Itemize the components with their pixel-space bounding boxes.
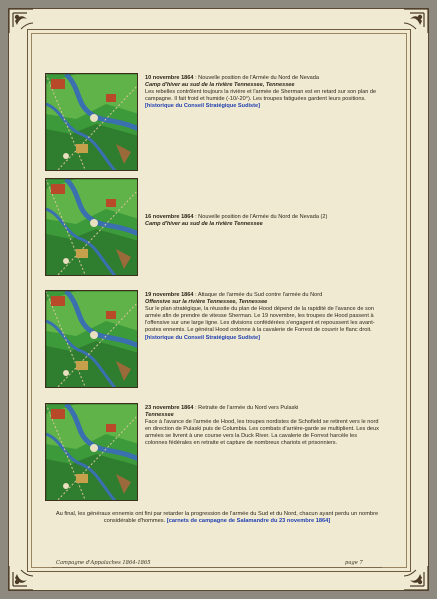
entry-text	[145, 292, 380, 342]
campaign-notes-link[interactable]: [carnets de campagne de Salamandre du 23 novembre 1864]	[166, 518, 331, 525]
entry-body: Sur le plan stratégique, la réussite du plan de Hood dépend de la rapidité de l'avance de son armée afin de prendre de vitesse Sherman. Le 19 novembre, les troupes de Hood passent à l'offensive sur une large ligne. Les divisions confédérées s'engagent et repoussent les avant-postes ennemis. Le général Hood ordonne à la cavalerie de Forrest de couvrir le flanc droit.	[145, 306, 375, 334]
entry-subtitle: Tennessee	[145, 412, 174, 419]
history-link[interactable]: [historique du Conseil Stratégique Sudiste]	[145, 334, 260, 341]
entry-body: Face à l'avance de l'armée de Hood, les troupes nordistes de Schofield se retirent vers le nord en direction de Pulaski puis de Columbia. Les combats d'arrière-garde se multiplient. Les deux armées se livrent à une course vers la Duck River. La cavalerie de Forrest harcèle les colonnes fédérales en retraite et capture de nombreux chariots et prisonniers.	[145, 419, 379, 447]
entry-subtitle: Camp d'hiver au sud de la rivière Tennessee, Tennessee	[145, 82, 295, 89]
entry-title: : Attaque de l'armée du Sud contre l'armée du Nord	[193, 292, 323, 298]
entry-date: 16 novembre 1864	[145, 214, 194, 220]
entry-date: 19 novembre 1864	[145, 292, 194, 298]
map-thumbnail[interactable]	[45, 403, 138, 501]
history-link[interactable]: [historique du Conseil Stratégique Sudiste]	[145, 103, 260, 110]
entry-date: 10 novembre 1864	[145, 75, 194, 81]
summary-note	[52, 511, 382, 525]
summary-text: Au final, les généraux ennemis ont fini par retarder la progression de l'armée du Sud et du Nord, chacun ayant perdu un nombre considérable d'hommes.	[55, 511, 379, 525]
footer-title: Campagne d'Appalaches 1864-1865	[56, 560, 151, 566]
entry-date: 23 novembre 1864	[145, 405, 194, 411]
footer-divider	[52, 567, 382, 568]
entry-body: Les rebelles contrôlent toujours la rivière et l'armée de Sherman est en retard sur son plan de campagne. Il fait froid et humide (-10/-20°). Les troupes fatiguées gardent leurs positions.	[145, 89, 377, 103]
page-number: page 7	[345, 560, 363, 566]
corner-ornament-icon	[396, 558, 430, 592]
corner-ornament-icon	[7, 558, 41, 592]
map-thumbnail[interactable]	[45, 290, 138, 388]
corner-ornament-icon	[7, 7, 41, 41]
entry-text	[145, 214, 380, 228]
corner-ornament-icon	[396, 7, 430, 41]
entry-text	[145, 405, 380, 448]
entry-subtitle: Offensive sur la rivière Tennessee, Tennessee	[145, 299, 268, 306]
map-thumbnail[interactable]	[45, 178, 138, 276]
entry-title: : Nouvelle position de l'Armée du Nord de Nevada	[193, 75, 319, 81]
map-thumbnail[interactable]	[45, 73, 138, 171]
entry-text	[145, 75, 380, 110]
entry-title: : Nouvelle position de l'Armée du Nord de Nevada (2)	[193, 214, 328, 220]
entry-title: : Retraite de l'armée du Nord vers Pulaski	[193, 405, 299, 411]
entry-subtitle: Camp d'hiver au sud de la rivière Tennessee	[145, 221, 263, 228]
